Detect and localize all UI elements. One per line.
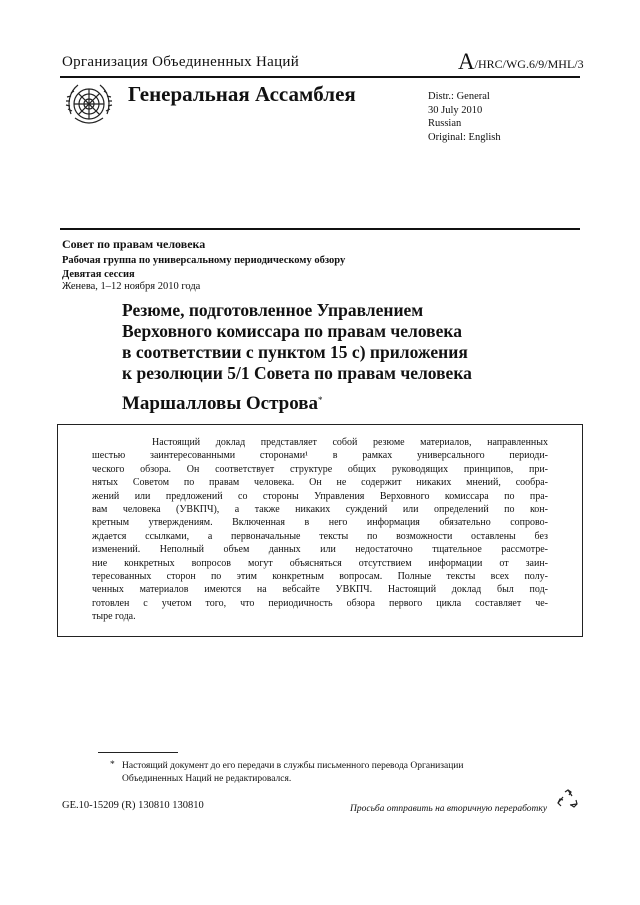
session: Девятая сессия <box>62 268 135 280</box>
symbol-prefix: A <box>458 49 475 74</box>
title-line: Резюме, подготовленное Управлением <box>122 300 424 320</box>
summary-line: кретным утверждениям. Включенная в него информация обязательно сопрово- <box>92 517 548 529</box>
summary-line: шестью заинтересованными сторонами¹ в рамках универсального периоди- <box>92 450 548 462</box>
country-heading <box>122 393 323 415</box>
summary-line: готовлен с учетом того, что периодичность обзора первого цикла составляет че- <box>92 597 548 609</box>
council-details <box>62 254 345 281</box>
country-name: Маршалловы Острова <box>122 393 319 414</box>
footnote-text <box>122 760 512 786</box>
footnote-marker: * <box>110 760 115 770</box>
distr-line: Distr.: General <box>428 91 490 102</box>
summary-line: жений или предложений со стороны Управления Верховного комиссара по пра- <box>92 490 548 502</box>
footnote-line: Настоящий документ до его передачи в службы письменного перевода Организации <box>122 761 464 771</box>
general-assembly-title: Генеральная Ассамблея <box>128 82 356 106</box>
summary-line: вам человека (УВКПЧ), а также никаких суждений или определений по кон- <box>92 504 548 516</box>
summary-line: нятых Советом по правам человека. Он не содержит никаких мнений, сообра- <box>92 477 548 489</box>
job-number: GE.10-15209 (R) 130810 130810 <box>62 800 204 811</box>
header-rule <box>60 76 580 78</box>
recycle-icon <box>556 788 580 812</box>
original-language-line: Original: English <box>428 131 501 143</box>
summary-line: ние конкретных вопросов могут объясняться отсутствием информации от заин- <box>92 557 548 569</box>
document-title <box>122 300 562 384</box>
organization-name: Организация Объединенных Наций <box>62 54 300 70</box>
un-emblem-icon <box>62 80 116 132</box>
date-line: 30 July 2010 <box>428 104 483 116</box>
footnote-line: Объединенных Наций не редактировался. <box>122 774 292 784</box>
summary-line: тыре года. <box>92 611 136 623</box>
footnote-rule <box>98 752 178 753</box>
working-group: Рабочая группа по универсальному периодическому обзору <box>62 255 346 266</box>
distribution-block <box>428 90 501 144</box>
summary-line: ждается ссылками, а первоначальные тексты по возможности оставлены без <box>92 530 548 542</box>
document-symbol <box>458 50 584 73</box>
summary-text <box>92 436 548 624</box>
title-line: Верховного комиссара по правам человека <box>122 321 462 341</box>
symbol-rest: /HRC/WG.6/9/MHL/3 <box>474 57 584 71</box>
summary-line: изменений. Неполный объем данных или недостаточно тщательное рассмотре- <box>92 544 548 556</box>
title-line: в соответствии с пунктом 15 c) приложения <box>122 342 468 362</box>
section-rule <box>60 228 580 230</box>
summary-line: Настоящий доклад представляет собой резюме материалов, направленных <box>152 437 548 448</box>
place-date: Женева, 1–12 ноября 2010 года <box>62 281 201 292</box>
title-line: к резолюции 5/1 Совета по правам человека <box>122 363 472 383</box>
country-footnote-marker: * <box>318 395 323 405</box>
council-name: Совет по правам человека <box>62 237 206 251</box>
summary-line: ченных материалов имеются на вебсайте УВКПЧ. Настоящий доклад был под- <box>92 584 548 596</box>
summary-line: ческого обзора. Он соответствует структуре общих руководящих принципов, при- <box>92 463 548 475</box>
summary-line: тересованных сторон по этим конкретным вопросам. Полные тексты всех полу- <box>92 571 548 583</box>
language-line: Russian <box>428 118 462 129</box>
recycle-notice: Просьба отправить на вторичную переработку <box>350 804 548 814</box>
